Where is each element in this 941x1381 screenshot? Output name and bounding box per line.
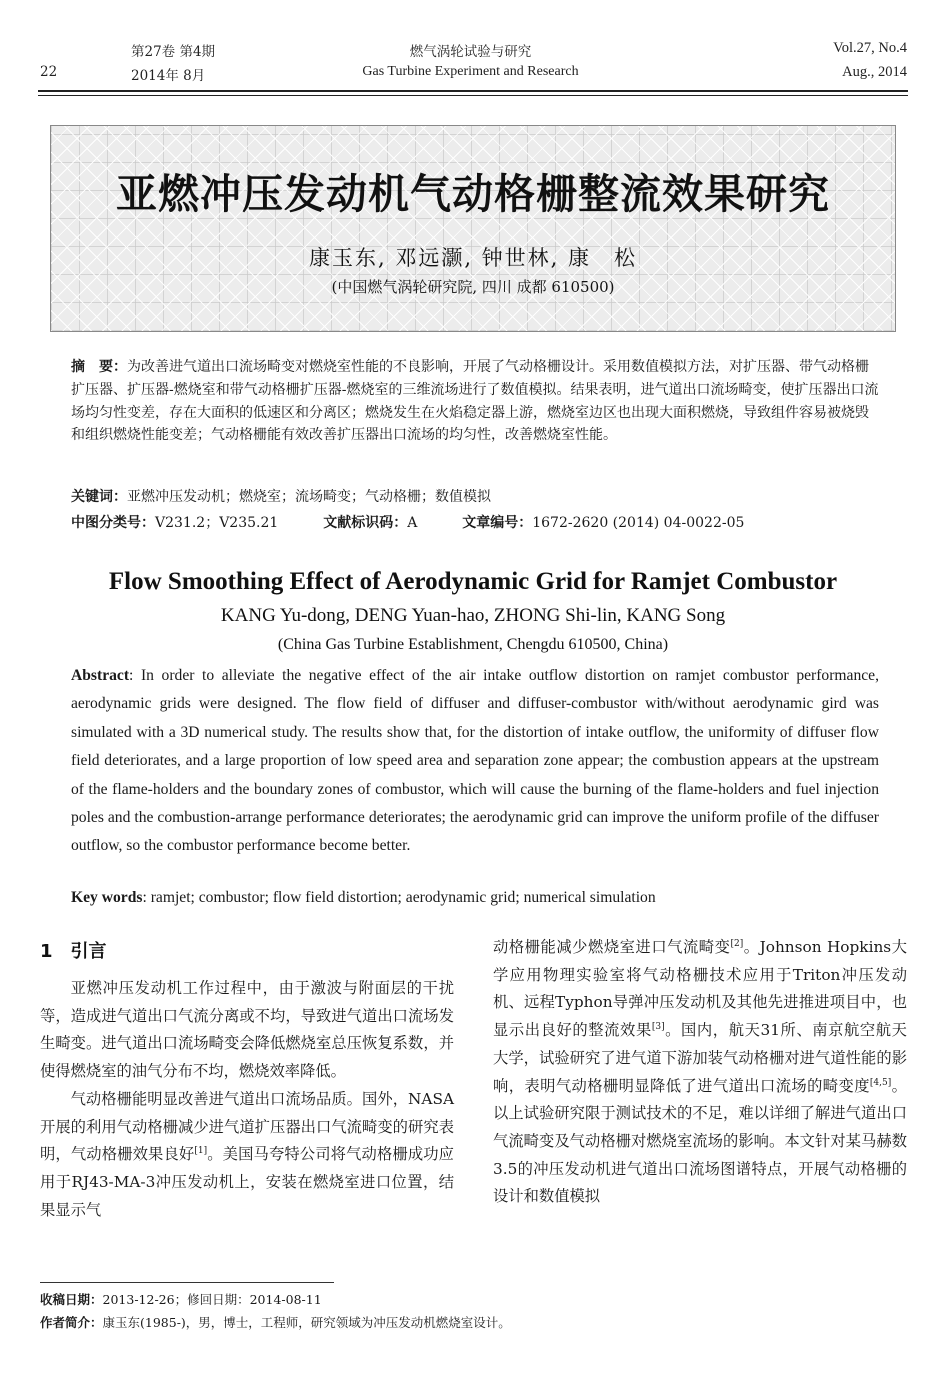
abstract-cn: [71, 356, 881, 447]
paper-title-cn: 亚燃冲压发动机气动格栅整流效果研究: [116, 170, 830, 218]
footnote-author: [40, 1313, 511, 1331]
footnote-received: [40, 1290, 322, 1308]
paragraph-3-part-b: 。Johnson Hopkins大学应用物理实验室将气动格栅技术应用于Triton冲压发动机、远程Typhon导弹冲压发动机及其他先进推进项目中，也显示出良好的整流效果: [493, 938, 907, 1040]
journal-name-en: Gas Turbine Experiment and Research: [362, 64, 579, 79]
authors-en: KANG Yu-dong, DENG Yuan-hao, ZHONG Shi-lin, KANG Song: [220, 605, 726, 626]
section-heading: 1 引言: [40, 941, 107, 962]
classification-line: [71, 512, 744, 532]
received-value: 2013-12-26；修回日期：2014-08-11: [102, 1292, 322, 1307]
paragraph-2: [40, 1086, 454, 1225]
abstract-en-text: In order to alleviate the negative effect of the air intake outflow distortion on ramjet combustor performance, aerodynamic grids were designed. The flow field of diffuser and diffuser-combustor with/without aerodynamic gird was simulated with a 3D numerical study. The results show that, for the distortion of intake outflow, the uniformity of diffuser flow field deteriorates, and a large proportion of low speed area and separation zone appear; the combustion appears at the upstream of the flame-holders and the boundary zones of combustor, which will cause the burning of the flame-holders and fuel injection poles and the combustion-arrange performance deteriorates; the aerodynamic grid can improve the uniform profile of the diffuser outflow, so the combustor performance become better.: [71, 667, 879, 855]
affiliation-en: (China Gas Turbine Establishment, Chengdu 610500, China): [277, 636, 669, 653]
received-label: 收稿日期：: [40, 1292, 103, 1307]
body-column-left: [40, 975, 454, 1224]
abstract-cn-text: 为改善进气道出口流场畸变对燃烧室性能的不良影响，开展了气动格栅设计。采用数值模拟方法，对扩压器、带气动格栅扩压器、扩压器-燃烧室和带气动格栅扩压器-燃烧室的三维流场进行了数值模拟。结果表明，进气道出口流场畸变，使扩压器出口流场均匀性变差，存在大面积的低速区和分离区；燃烧发生在火焰稳定器上游，燃烧室边区也出现大面积燃烧，导致组件容易被烧毁和组织燃烧性能变差；气动格栅能有效改善扩压器出口流场的均匀性，改善燃烧室性能。: [71, 359, 879, 444]
date-en: Aug., 2014: [842, 64, 907, 80]
article-number-value: 1672-2620 (2014) 04-0022-05: [532, 515, 745, 531]
doc-code-value: A: [407, 515, 418, 531]
abstract-en-colon: :: [129, 667, 141, 684]
footnote-rule: [40, 1282, 334, 1283]
keywords-en-text: ramjet; combustor; flow field distortion; aerodynamic grid; numerical simulation: [150, 889, 656, 906]
date-cn: 2014年 8月: [131, 68, 206, 84]
abstract-en: [71, 662, 879, 861]
authors-cn: 康玉东, 邓远灏, 钟世林, 康 松: [308, 246, 638, 270]
paragraph-3-part-a: 动格栅能减少燃烧室进口气流畸变: [493, 938, 731, 956]
paper-title-en: Flow Smoothing Effect of Aerodynamic Grid for Ramjet Combustor: [108, 568, 838, 595]
clc-label: 中图分类号：: [71, 515, 155, 531]
body-column-right: [493, 934, 907, 1211]
keywords-en: [71, 889, 656, 907]
title-box: [50, 125, 896, 332]
keywords-en-colon: :: [142, 889, 151, 906]
paragraph-1: 亚燃冲压发动机工作过程中，由于激波与附面层的干扰等，造成进气道出口气流分离或不均，导致进气道出口流场发生畸变。进气道出口流场畸变会降低燃烧室总压恢复系数，并使得燃烧室的油气分布不均，燃烧效率降低。: [40, 979, 454, 1081]
paragraph-2-continued: [493, 934, 907, 1211]
author-bio-value: 康玉东(1985-)，男，博士，工程师，研究领域为冲压发动机燃烧室设计。: [102, 1315, 511, 1330]
article-number-label: 文章编号：: [462, 515, 533, 531]
journal-name-cn: 燃气涡轮试验与研究: [409, 44, 532, 60]
abstract-cn-label: 摘 要：: [71, 359, 127, 375]
keywords-cn-label: 关键词：: [71, 489, 127, 505]
keywords-cn-text: 亚燃冲压发动机；燃烧室；流场畸变；气动格栅；数值模拟: [127, 489, 491, 505]
abstract-en-label: Abstract: [71, 667, 130, 684]
affiliation-cn: (中国燃气涡轮研究院, 四川 成都 610500): [331, 278, 615, 296]
author-bio-label: 作者简介：: [40, 1315, 103, 1330]
citation-4-5: [4,5]: [869, 1077, 892, 1088]
citation-3: [3]: [651, 1022, 665, 1033]
paragraph-3-part-c: 。国内，航天31所、南京航空航天大学，试验研究了进气道下游加装气动格栅对进气道性能的影响，表明气动格栅明显降低了进气道出口流场的畸变度: [493, 1021, 907, 1095]
doc-code-label: 文献标识码：: [323, 515, 408, 531]
header-rule-thick: [38, 90, 908, 92]
paragraph-2-part-a: 气动格栅能明显改善进气道出口流场品质。国外，NASA开展的利用气动格栅减少进气道扩压器出口气流畸变的研究表明，气动格栅效果良好: [40, 1089, 454, 1164]
volume-en: Vol.27, No.4: [833, 40, 907, 56]
citation-2: [2]: [730, 939, 744, 949]
paragraph-3-part-d: 。以上试验研究限于测试技术的不足，难以详细了解进气道出口气流畸变及气动格栅对燃烧室流场的影响。本文针对某马赫数3.5的冲压发动机进气道出口流场图谱特点，开展气动格栅的设计和数值模拟: [493, 1076, 907, 1206]
citation-1: [1]: [194, 1146, 208, 1157]
volume-cn: 第27卷 第4期: [131, 44, 216, 60]
keywords-cn: [71, 486, 491, 506]
page-number: 22: [40, 64, 58, 80]
paragraph-2-part-b: 。美国马夸特公司将气动格栅成功应用于RJ43-MA-3冲压发动机上，安装在燃烧室进口位置，结果显示气: [40, 1145, 454, 1219]
header-rule-thin: [38, 95, 908, 96]
keywords-en-label: Key words: [71, 889, 143, 906]
clc-value: V231.2；V235.21: [155, 515, 279, 531]
